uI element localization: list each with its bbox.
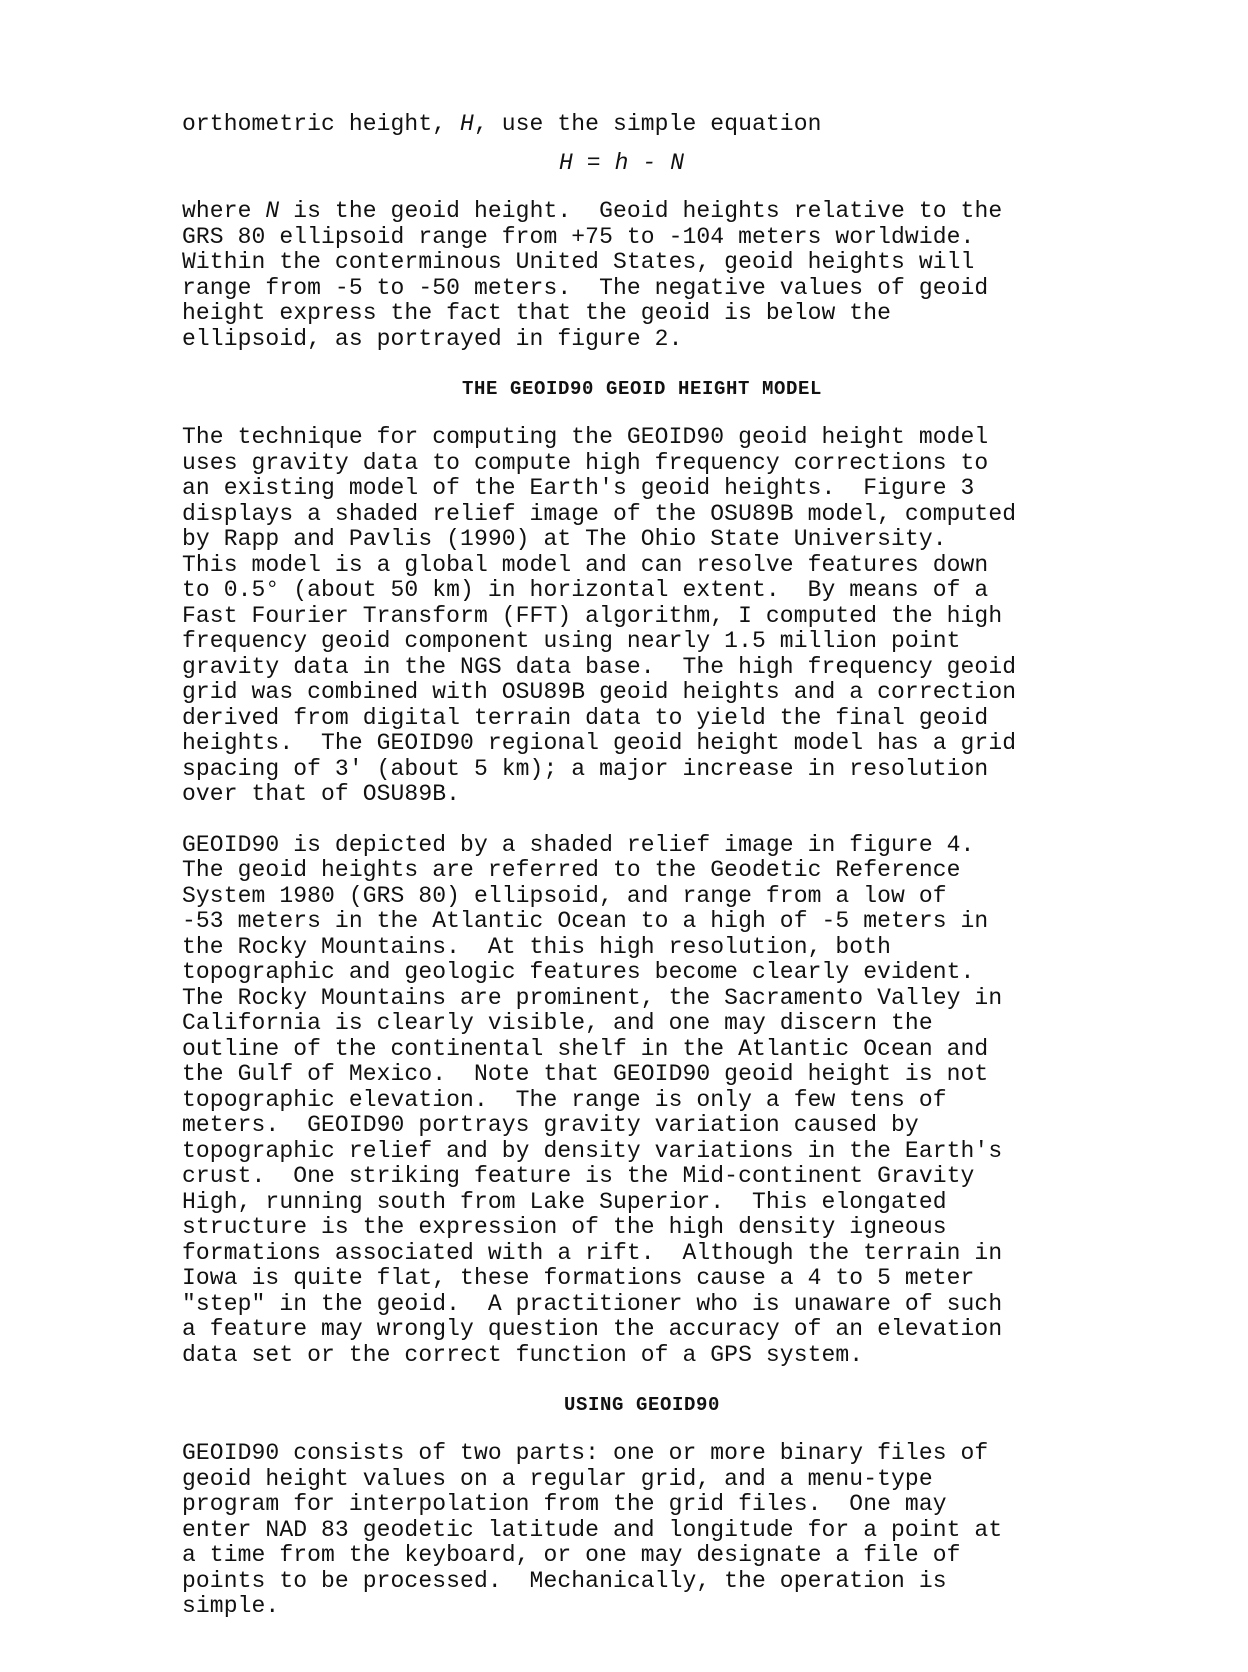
intro-text-b: , use the simple equation (473, 111, 822, 137)
paragraph-line: range from -5 to -50 meters. The negative values of geoid (182, 274, 989, 301)
paragraph-line: gravity data in the NGS data base. The high frequency geoid (182, 653, 1017, 680)
paragraph-line: program for interpolation from the grid files. One may (182, 1491, 947, 1517)
paragraph-line: uses gravity data to compute high frequency corrections to (182, 449, 989, 476)
paragraph-line: -53 meters in the Atlantic Ocean to a high of -5 meters in (182, 908, 989, 934)
paragraph-line: by Rapp and Pavlis (1990) at The Ohio State University. (182, 526, 947, 552)
paragraph-line: Within the conterminous United States, geoid heights will (182, 249, 975, 275)
paragraph-line (182, 199, 1102, 225)
paragraph-line: "step" in the geoid. A practitioner who is unaware of such (182, 1290, 1003, 1317)
section-heading-using-geoid90: USING GEOID90 (563, 1394, 721, 1416)
paragraph-line: frequency geoid component using nearly 1.5 million point (182, 628, 961, 654)
paragraph-geoid90-depicted (182, 833, 1102, 1369)
paragraph-line: over that of OSU89B. (182, 781, 461, 807)
paragraph-line: GEOID90 is depicted by a shaded relief image in figure 4. (182, 831, 975, 858)
paragraph-line: GEOID90 consists of two parts: one or more binary files of (182, 1440, 989, 1466)
paragraph-line: simple. (182, 1593, 280, 1619)
paragraph-line: crust. One striking feature is the Mid-continent Gravity (182, 1163, 975, 1189)
paragraph-line: structure is the expression of the high density igneous (182, 1214, 947, 1240)
paragraph-line: ellipsoid, as portrayed in figure 2. (182, 325, 683, 352)
intro-paragraph (182, 112, 1102, 138)
paragraph-line: formations associated with a rift. Although the terrain in (182, 1239, 1003, 1266)
paragraph-line: Iowa is quite flat, these formations cause a 4 to 5 meter (182, 1265, 975, 1291)
paragraph-line: points to be processed. Mechanically, the operation is (182, 1567, 947, 1594)
paragraph-line: meters. GEOID90 portrays gravity variation caused by (182, 1112, 919, 1138)
paragraph-line: California is clearly visible, and one may discern the (182, 1010, 933, 1036)
paragraph-technique (182, 425, 1102, 808)
intro-var-h: H (460, 111, 474, 137)
paragraph-line: topographic and geologic features become clearly evident. (182, 959, 975, 985)
section-heading-geoid90-model: THE GEOID90 GEOID HEIGHT MODEL (461, 378, 823, 400)
para1-var-n: N (265, 198, 280, 224)
paragraph-line: The Rocky Mountains are prominent, the Sacramento Valley in (182, 984, 1003, 1011)
intro-line (182, 112, 1102, 138)
paragraph-line: topographic elevation. The range is only a few tens of (182, 1086, 947, 1113)
paragraph-line: an existing model of the Earth's geoid heights. Figure 3 (182, 475, 975, 501)
paragraph-line: System 1980 (GRS 80) ellipsoid, and range from a low of (182, 882, 947, 909)
paragraph-line: topographic relief and by density variations in the Earth's (182, 1137, 1003, 1164)
paragraph-line: a feature may wrongly question the accuracy of an elevation (182, 1316, 1003, 1342)
para1-text-b: is the geoid height. Geoid heights relative to the (279, 198, 1003, 224)
paragraph-line: outline of the continental shelf in the Atlantic Ocean and (182, 1035, 989, 1062)
paragraph-line: data set or the correct function of a GPS system. (182, 1341, 864, 1368)
intro-text-a: orthometric height, (182, 111, 461, 137)
para1-text-a: where (182, 198, 266, 224)
paragraph-geoid-height (182, 199, 1102, 352)
paragraph-line: derived from digital terrain data to yield the final geoid (182, 704, 989, 731)
paragraph-line: The geoid heights are referred to the Geodetic Reference (182, 857, 961, 883)
document-page (182, 112, 1102, 1645)
paragraph-using-geoid90 (182, 1441, 1102, 1620)
paragraph-line: This model is a global model and can resolve features down (182, 551, 989, 578)
paragraph-line: GRS 80 ellipsoid range from +75 to -104 meters worldwide. (182, 223, 975, 250)
paragraph-line: a time from the keyboard, or one may designate a file of (182, 1542, 961, 1568)
paragraph-line: displays a shaded relief image of the OSU89B model, computed (182, 500, 1017, 527)
paragraph-line: heights. The GEOID90 regional geoid height model has a grid (182, 730, 1017, 756)
paragraph-line: The technique for computing the GEOID90 geoid height model (182, 424, 989, 450)
paragraph-line: grid was combined with OSU89B geoid heights and a correction (182, 679, 1017, 705)
paragraph-line: High, running south from Lake Superior. This elongated (182, 1188, 947, 1215)
equation: H = h - N (559, 149, 685, 176)
paragraph-line: Fast Fourier Transform (FFT) algorithm, I computed the high (182, 602, 1003, 629)
paragraph-line: spacing of 3′ (about 5 km); a major increase in resolution (182, 755, 989, 782)
paragraph-line: height express the fact that the geoid is below the (182, 300, 892, 326)
paragraph-line: geoid height values on a regular grid, and a menu-type (182, 1465, 933, 1492)
paragraph-line: enter NAD 83 geodetic latitude and longitude for a point at (182, 1516, 1003, 1543)
paragraph-line: the Gulf of Mexico. Note that GEOID90 geoid height is not (182, 1061, 989, 1087)
paragraph-line: to 0.5° (about 50 km) in horizontal extent. By means of a (182, 577, 989, 603)
paragraph-line: the Rocky Mountains. At this high resolution, both (182, 933, 892, 960)
